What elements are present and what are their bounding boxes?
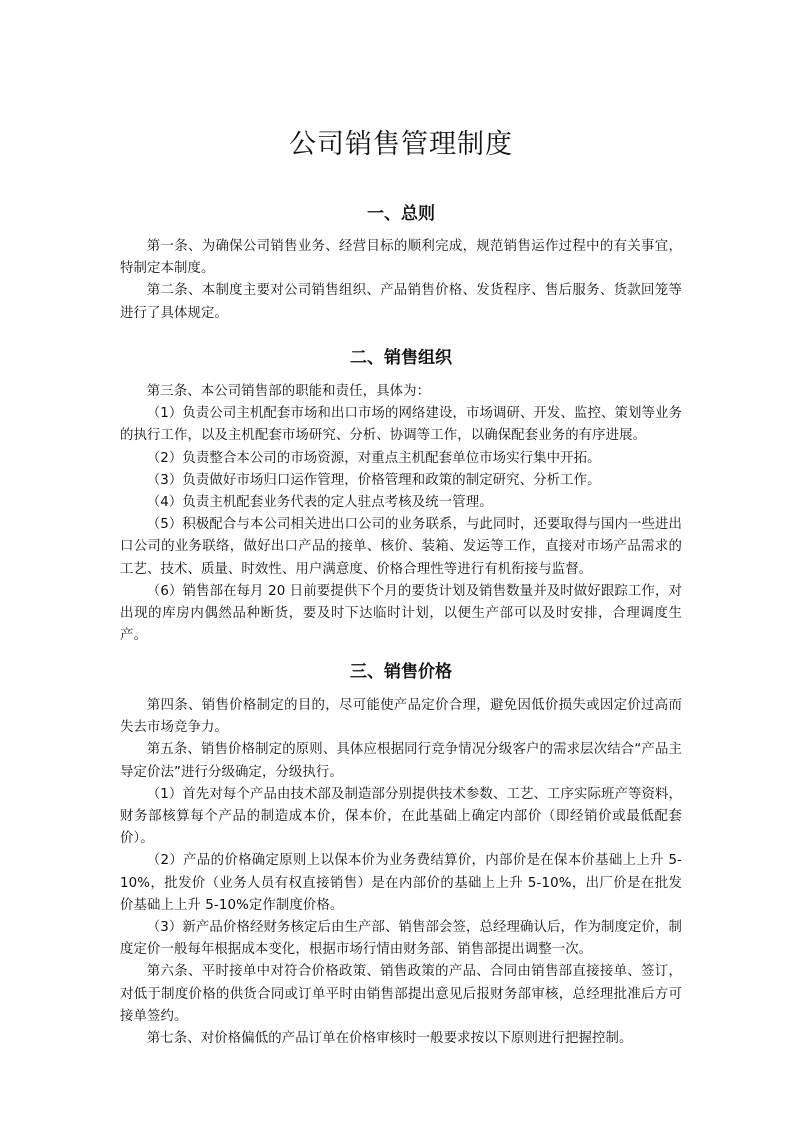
section-heading-general: 一、总则: [367, 204, 435, 224]
paragraph: 第二条、本制度主要对公司销售组织、产品销售价格、发货程序、售后服务、货款回笼等进行了具体规定。: [120, 283, 682, 321]
paragraph: 第四条、销售价格制定的目的，尽可能使产品定价合理，避免因低价损失或因定价过高而失去市场竞争力。: [120, 698, 682, 736]
section-body-general: [120, 236, 682, 325]
paragraph: 第六条、平时接单中对符合价格政策、销售政策的产品、合同由销售部直接接单、签订，对低于制度价格的供货合同或订单平时由销售部提出意见后报财务部审核，总经理批准后方可接单签约。: [120, 964, 682, 1024]
paragraph: （3）负责做好市场归口运作管理，价格管理和政策的制定研究、分析工作。: [146, 472, 601, 488]
paragraph: （6）销售部在每月 20 日前要提供下个月的要货计划及销售数量并及时做好跟踪工作，对出现的库房内偶然品种断货，要及时下达临时计划，以便生产部可以及时安排，合理调度生产。: [120, 583, 682, 644]
document-title: 公司销售管理制度: [289, 129, 513, 160]
paragraph: （2）产品的价格确定原则上以保本价为业务费结算价，内部价是在保本价基础上上升 5-10%，批发价（业务人员有权直接销售）是在内部价的基础上上升 5-10%，出厂价是在批发价基础上上升 5-10%定作制度价格。: [120, 853, 682, 913]
paragraph: （4）负责主机配套业务代表的定人驻点考核及统一管理。: [146, 495, 493, 511]
paragraph: （1）首先对每个产品由技术部及制造部分别提供技术参数、工艺、工序实际班产等资料，财务部核算每个产品的制造成本价，保本价，在此基础上确定内部价（即经销价或最低配套价）。: [120, 786, 682, 847]
section-body-sales-price: [120, 695, 682, 1050]
paragraph: （5）积极配合与本公司相关进出口公司的业务联系，与此同时，还要取得与国内一些进出口公司的业务联络，做好出口产品的接单、核价、装箱、发运等工作，直接对市场产品需求的工艺、技术、质量、时效性、用户满意度、价格合理性等进行有机衔接与监督。: [120, 517, 682, 577]
paragraph: 第五条、销售价格制定的原则、具体应根据同行竞争情况分级客户的需求层次结合“产品主导定价法”进行分级确定，分级执行。: [120, 742, 682, 780]
section-heading-sales-price: 三、销售价格: [350, 662, 452, 682]
paragraph: 第七条、对价格偏低的产品订单在价格审核时一般要求按以下原则进行把握控制。: [146, 1031, 633, 1047]
section-heading-sales-organization: 二、销售组织: [350, 348, 452, 368]
paragraph: （1）负责公司主机配套市场和出口市场的网络建设，市场调研、开发、监控、策划等业务的执行工作，以及主机配套市场研究、分析、协调等工作，以确保配套业务的有序进展。: [120, 406, 682, 444]
paragraph: （3）新产品价格经财务核定后由生产部、销售部会签，总经理确认后，作为制度定价，制度定价一般每年根据成本变化，根据市场行情由财务部、销售部提出调整一次。: [120, 920, 682, 958]
paragraph: 第三条、本公司销售部的职能和责任，具体为：: [146, 384, 431, 399]
paragraph: 第一条、为确保公司销售业务、经营目标的顺利完成，规范销售运作过程中的有关事宜，特制定本制度。: [120, 239, 682, 277]
section-body-sales-organization: [120, 381, 682, 647]
paragraph: （2）负责整合本公司的市场资源，对重点主机配套单位市场实行集中开拓。: [146, 450, 601, 466]
